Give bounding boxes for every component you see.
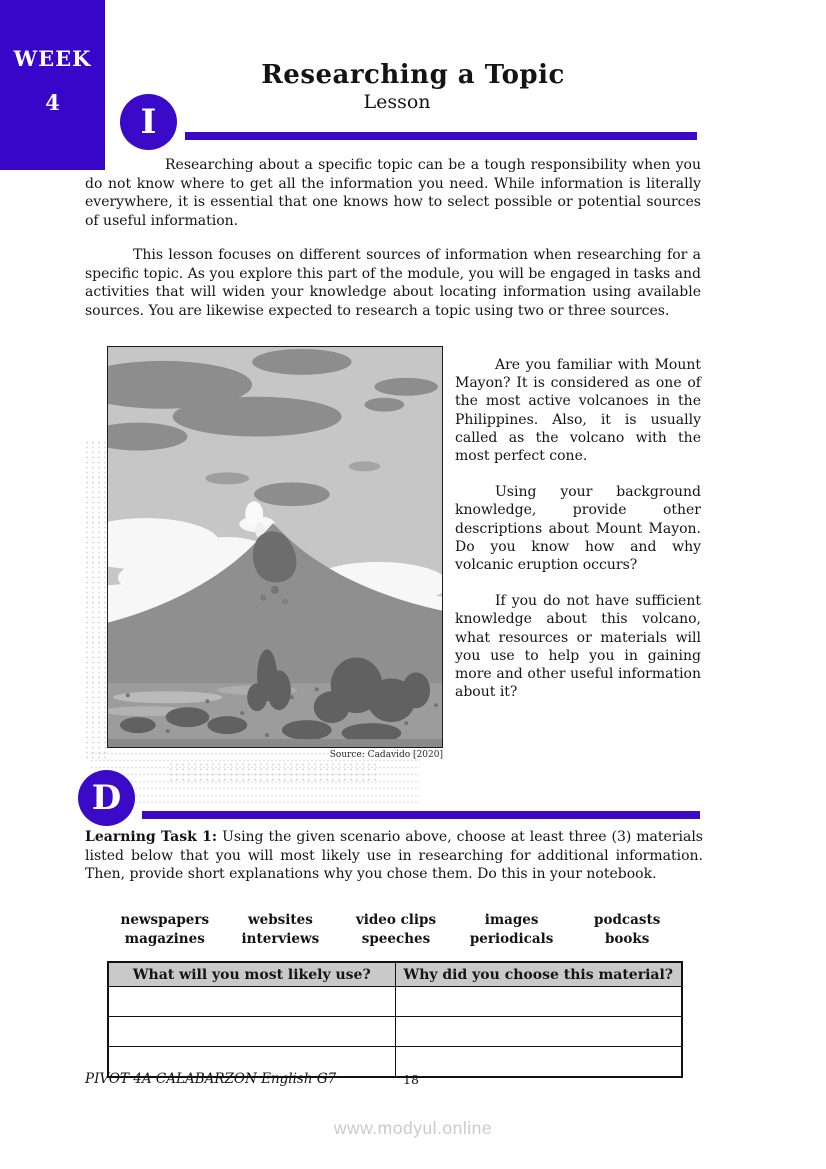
section-i-letter: I: [140, 102, 157, 142]
material-item: images: [484, 912, 539, 928]
learning-task-text: Using the given scenario above, choose at least three (3) materials listed below that you will most likely use in researching for additional information. Then, provide short explanations why you chose them. Do this in your notebook.: [85, 829, 703, 883]
footer-module-name: PIVOT 4A CALABARZON English G7: [85, 1071, 337, 1087]
material-item: websites: [247, 912, 313, 928]
figure-caption: Source: Cadavido [2020]: [329, 750, 443, 760]
table-cell: [395, 987, 682, 1017]
table-header-why: Why did you choose this material?: [395, 962, 682, 987]
week-badge-number: 4: [45, 90, 60, 115]
side-paragraph-1: Are you familiar with Mount Mayon? It is considered as one of the most active volcanoes in the Philippines. Also, it is usually called as the volcano with the most perfect cone.: [455, 357, 701, 465]
dither-noise-bottom2: [168, 762, 378, 784]
page-number: 18: [403, 1072, 419, 1087]
material-item: video clips: [355, 912, 437, 928]
materials-list: [107, 911, 685, 948]
material-item: interviews: [241, 930, 320, 947]
watermark: www.modyul.online: [333, 1118, 493, 1138]
material-item: periodicals: [469, 930, 554, 947]
side-paragraph-2: Using your background knowledge, provide other descriptions about Mount Mayon. Do you know how and why volcanic eruption occurs?: [455, 484, 701, 574]
material-item: newspapers: [120, 912, 210, 928]
section-d-divider: [142, 811, 700, 819]
material-item: magazines: [124, 930, 205, 947]
material-item: podcasts: [594, 912, 661, 928]
learning-task-paragraph: [85, 828, 703, 884]
section-i-icon: [120, 94, 177, 150]
mayon-photo: [107, 346, 443, 748]
intro-paragraph-1: Researching about a specific topic can be a tough responsibility when you do not know where to get all the information you need. While information is literally everywhere, it is essential that one knows how to select possible or potential sources of useful information.: [85, 157, 701, 229]
table-row: [108, 987, 682, 1017]
week-badge-label: WEEK: [13, 46, 92, 71]
answer-table: [107, 961, 683, 1078]
section-i-divider: [185, 132, 697, 140]
table-header-row: [108, 962, 682, 987]
intro-paragraph-2: This lesson focuses on different sources of information when researching for a specific topic. As you explore this part of the module, you will be engaged in tasks and activities that will widen your knowledge about locating information using available sources. You are likewise expected to research a topic using two or three sources.: [85, 247, 701, 319]
table-cell: [395, 1047, 682, 1078]
table-cell: [108, 987, 395, 1017]
mayon-photo-art: [108, 347, 442, 747]
table-row: [108, 1017, 682, 1047]
page-subtitle: Lesson: [363, 91, 431, 113]
material-item: books: [604, 930, 650, 947]
table-header-use: What will you most likely use?: [108, 962, 395, 987]
material-item: speeches: [361, 930, 431, 947]
side-column: [455, 356, 701, 719]
page-title: Researching a Topic: [261, 60, 565, 90]
section-d-icon: [78, 770, 135, 826]
dither-noise-left: [84, 440, 106, 760]
table-cell: [395, 1017, 682, 1047]
learning-task-label: Learning Task 1:: [85, 829, 218, 845]
side-paragraph-3: If you do not have sufficient knowledge about this volcano, what resources or materials will you use to help you in gaining more and other useful information about it?: [455, 593, 701, 701]
section-d-letter: D: [91, 778, 122, 818]
table-cell: [108, 1017, 395, 1047]
